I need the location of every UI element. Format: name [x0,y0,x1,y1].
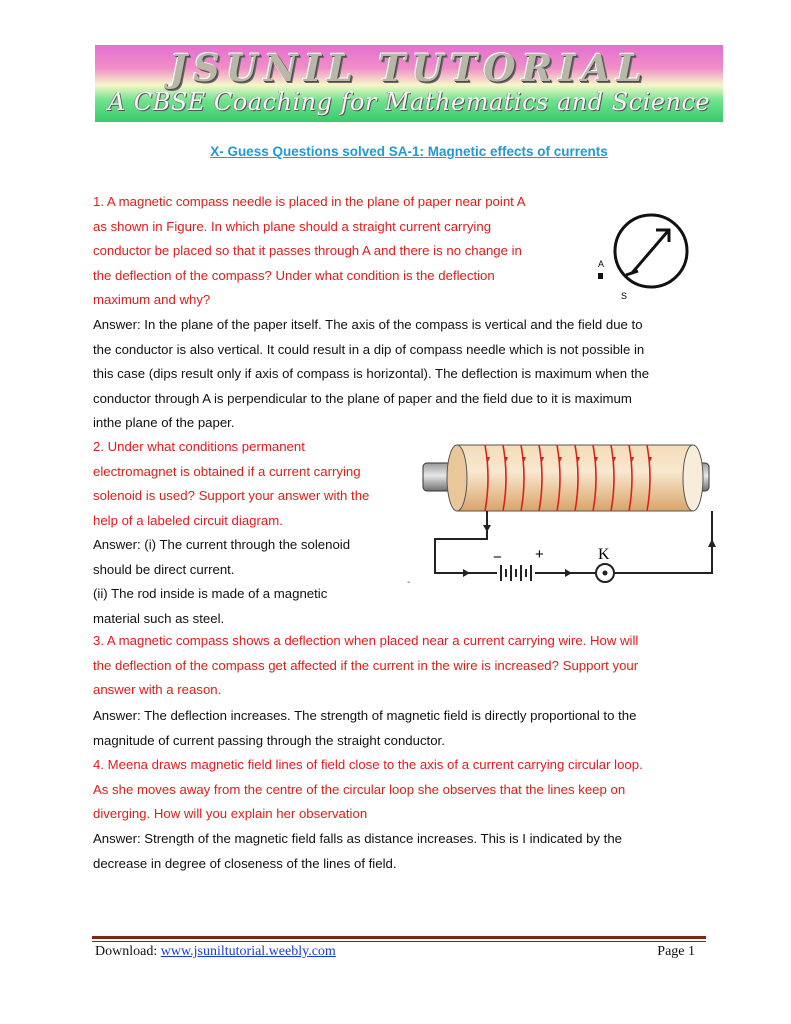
question-line: 2. Under what conditions permanent [93,439,305,454]
question-1 [93,190,526,313]
answer-3 [93,704,636,753]
current-arrow-right [463,569,470,577]
answer-line: conductor through A is perpendicular to the plane of paper and the field due to it is maximum [93,390,632,406]
question-line: electromagnet is obtained if a current carrying [93,463,361,479]
banner-subtitle: A CBSE Coaching for Mathematics and Science [107,88,711,116]
banner-title: JSUNIL TUTORIAL [169,46,649,90]
question-line: the deflection of the compass? Under what condition is the deflection [93,267,495,283]
solenoid-body [457,445,693,511]
question-line: As she moves away from the centre of the circular loop she observes that the lines keep on [93,781,626,797]
document-title: X- Guess Questions solved SA-1: Magnetic effects of currents [210,144,608,159]
compass-needle [632,231,668,273]
answer-line: Answer: The deflection increases. The strength of magnetic field is directly proportional to the [93,708,637,723]
question-line: 4. Meena draws magnetic field lines of field close to the axis of a current carrying circular loop. [93,757,643,772]
battery-minus-label: − [493,549,502,566]
question-line: answer with a reason. [93,682,222,698]
question-line: 1. A magnetic compass needle is placed in the plane of paper near point A [93,194,526,209]
header-banner [95,45,723,122]
answer-line: decrease in degree of closeness of the lines of field. [93,855,397,871]
footer-download-label: Download: [95,944,161,959]
answer-line: inthe plane of the paper. [93,415,235,431]
label-a: A [598,259,605,269]
solenoid-circuit-figure [405,435,725,605]
question-4 [93,753,643,827]
current-arrow-up [708,539,716,547]
battery-plus-label: + [535,546,544,563]
question-3 [93,629,638,703]
solenoid-left-end [447,445,467,511]
question-line: maximum and why? [93,292,211,308]
answer-line: (ii) The rod inside is made of a magnetic [93,586,328,602]
answer-line: Answer: In the plane of the paper itself. The axis of the compass is vertical and the field due to [93,317,643,332]
circuit-wires [435,511,712,573]
question-line: conductor be placed so that it passes through A and there is no change in [93,243,522,259]
solenoid-right-end [683,445,703,511]
footer-website-link[interactable]: www.jsuniltutorial.weebly.com [160,944,336,959]
question-line: help of a labeled circuit diagram. [93,512,283,528]
question-line: as shown in Figure. In which plane should a straight current carrying [93,218,492,234]
answer-1 [93,313,649,436]
footer-divider [92,936,706,942]
answer-line: Answer: Strength of the magnetic field falls as distance increases. This is I indicated by the [93,831,622,846]
key-label: K [598,546,610,563]
page-number: Page 1 [657,944,695,959]
question-line: 3. A magnetic compass shows a deflection when placed near a current carrying wire. How will [93,633,639,648]
answer-line: material such as steel. [93,610,225,626]
label-s: S [621,291,628,301]
answer-4 [93,827,622,876]
question-line: the deflection of the compass get affected if the current in the wire is increased? Support your [93,657,639,673]
footer-download [95,944,336,960]
needle-tail [626,271,638,275]
battery [501,565,531,581]
key-plug [603,571,608,576]
compass-figure [590,205,700,305]
current-arrow-down [483,525,491,532]
answer-line: Answer: (i) The current through the solenoid [93,537,351,552]
stray-mark: - [407,577,411,588]
question-2 [93,435,369,533]
current-arrow-right-2 [565,569,572,577]
answer-line: magnitude of current passing through the straight conductor. [93,732,445,748]
answer-line: should be direct current. [93,561,235,577]
answer-2 [93,533,350,631]
answer-line: this case (dips result only if axis of compass is horizontal). The deflection is maximum when the [93,366,650,382]
question-line: diverging. How will you explain her observation [93,806,368,822]
point-a-marker [598,273,603,279]
question-line: solenoid is used? Support your answer with the [93,488,370,504]
answer-line: the conductor is also vertical. It could result in a dip of compass needle which is not possible in [93,341,645,357]
